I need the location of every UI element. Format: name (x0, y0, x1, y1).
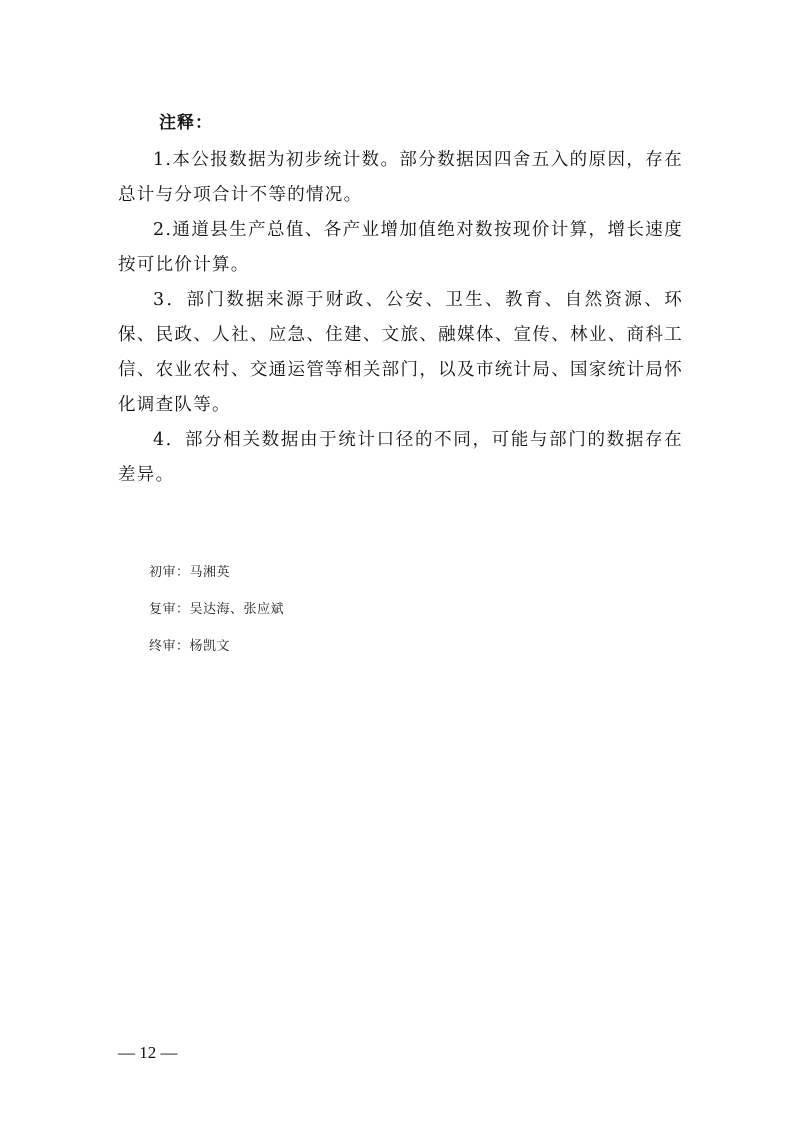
note-item: 3．部门数据来源于财政、公安、卫生、教育、自然资源、环保、民政、人社、应急、住建、文旅、融媒体、宣传、林业、商科工信、农业农村、交通运管等相关部门，以及市统计局、国家统计局怀化调查队等。 (118, 290, 683, 415)
first-reviewer: 初审：马湘英 (149, 565, 231, 580)
page-number: — 12 — (118, 1043, 178, 1062)
final-reviewer: 终审：杨凯文 (149, 639, 231, 654)
notes-heading: 注释： (159, 113, 213, 133)
note-item: 4．部分相关数据由于统计口径的不同，可能与部门的数据存在差异。 (118, 430, 683, 485)
note-item: 2.通道县生产总值、各产业增加值绝对数按现价计算，增长速度按可比价计算。 (118, 220, 683, 275)
note-item: 1.本公报数据为初步统计数。部分数据因四舍五入的原因，存在总计与分项合计不等的情况。 (118, 150, 683, 205)
second-reviewer: 复审：吴达海、张应斌 (149, 602, 285, 617)
notes-list (118, 143, 683, 493)
